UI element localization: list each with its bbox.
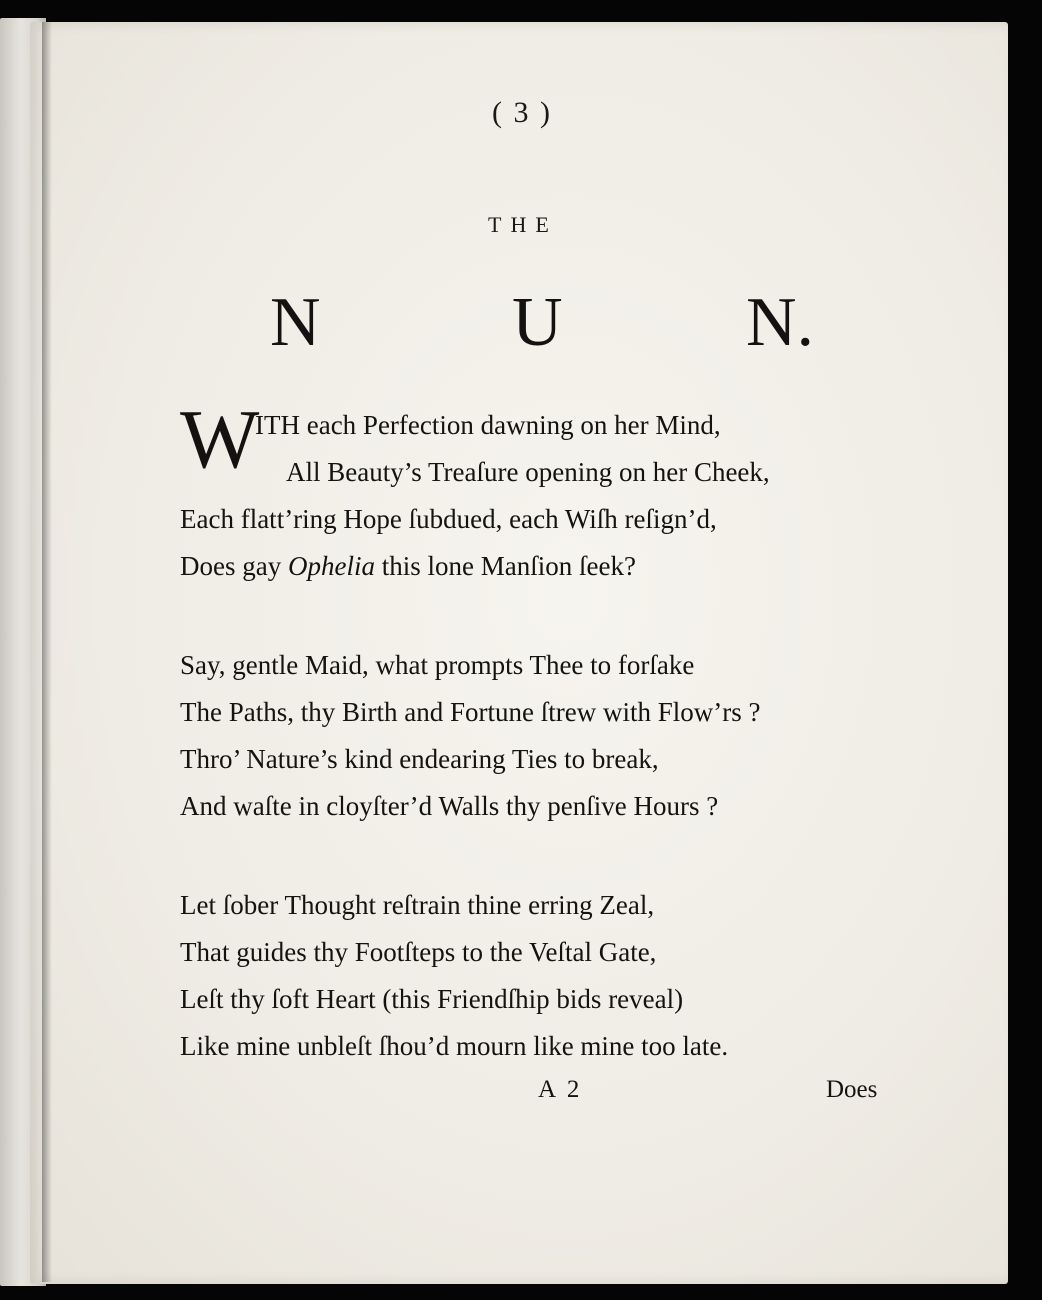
verse-line: Say, gentle Maid, what prompts Thee to forſake xyxy=(180,650,695,680)
verse-line: And waſte in cloyſter’d Walls thy penſive Hours ? xyxy=(180,791,719,821)
gutter-shadow xyxy=(42,22,52,1282)
verse-line: Each flatt’ring Hope ſubdued, each Wiſh reſign’d, xyxy=(180,504,717,534)
drop-cap: W xyxy=(180,393,260,486)
signature-mark: A 2 xyxy=(538,1076,583,1103)
verse-line: Leſt thy ſoft Heart (this Friendſhip bids reveal) xyxy=(180,984,684,1014)
italic-name: Ophelia xyxy=(287,551,375,581)
title-letter-n: N xyxy=(270,284,321,361)
verse-line: Does gay Ophelia this lone Manſion ſeek? xyxy=(180,551,636,581)
catchword: Does xyxy=(826,1076,878,1103)
verse-line: All Beauty’s Treaſure opening on her Cheek, xyxy=(286,457,770,487)
verse-line: ITH each Perfection dawning on her Mind, xyxy=(255,410,721,440)
verse-line: Let ſober Thought reſtrain thine erring Zeal, xyxy=(180,890,655,920)
heading-the: THE xyxy=(488,212,558,237)
verse-line: That guides thy Footſteps to the Veſtal Gate, xyxy=(180,937,657,967)
title-letter-n-dot: N. xyxy=(746,284,815,361)
verse-line: The Paths, thy Birth and Fortune ſtrew with Flow’rs ? xyxy=(180,697,761,727)
verse-line: Like mine unbleſt ſhou’d mourn like mine too late. xyxy=(180,1031,729,1061)
page-number: ( 3 ) xyxy=(492,96,552,129)
page-title xyxy=(270,284,818,361)
title-letter-u: U xyxy=(512,284,563,361)
verse-line: Thro’ Nature’s kind endearing Ties to break, xyxy=(180,744,659,774)
